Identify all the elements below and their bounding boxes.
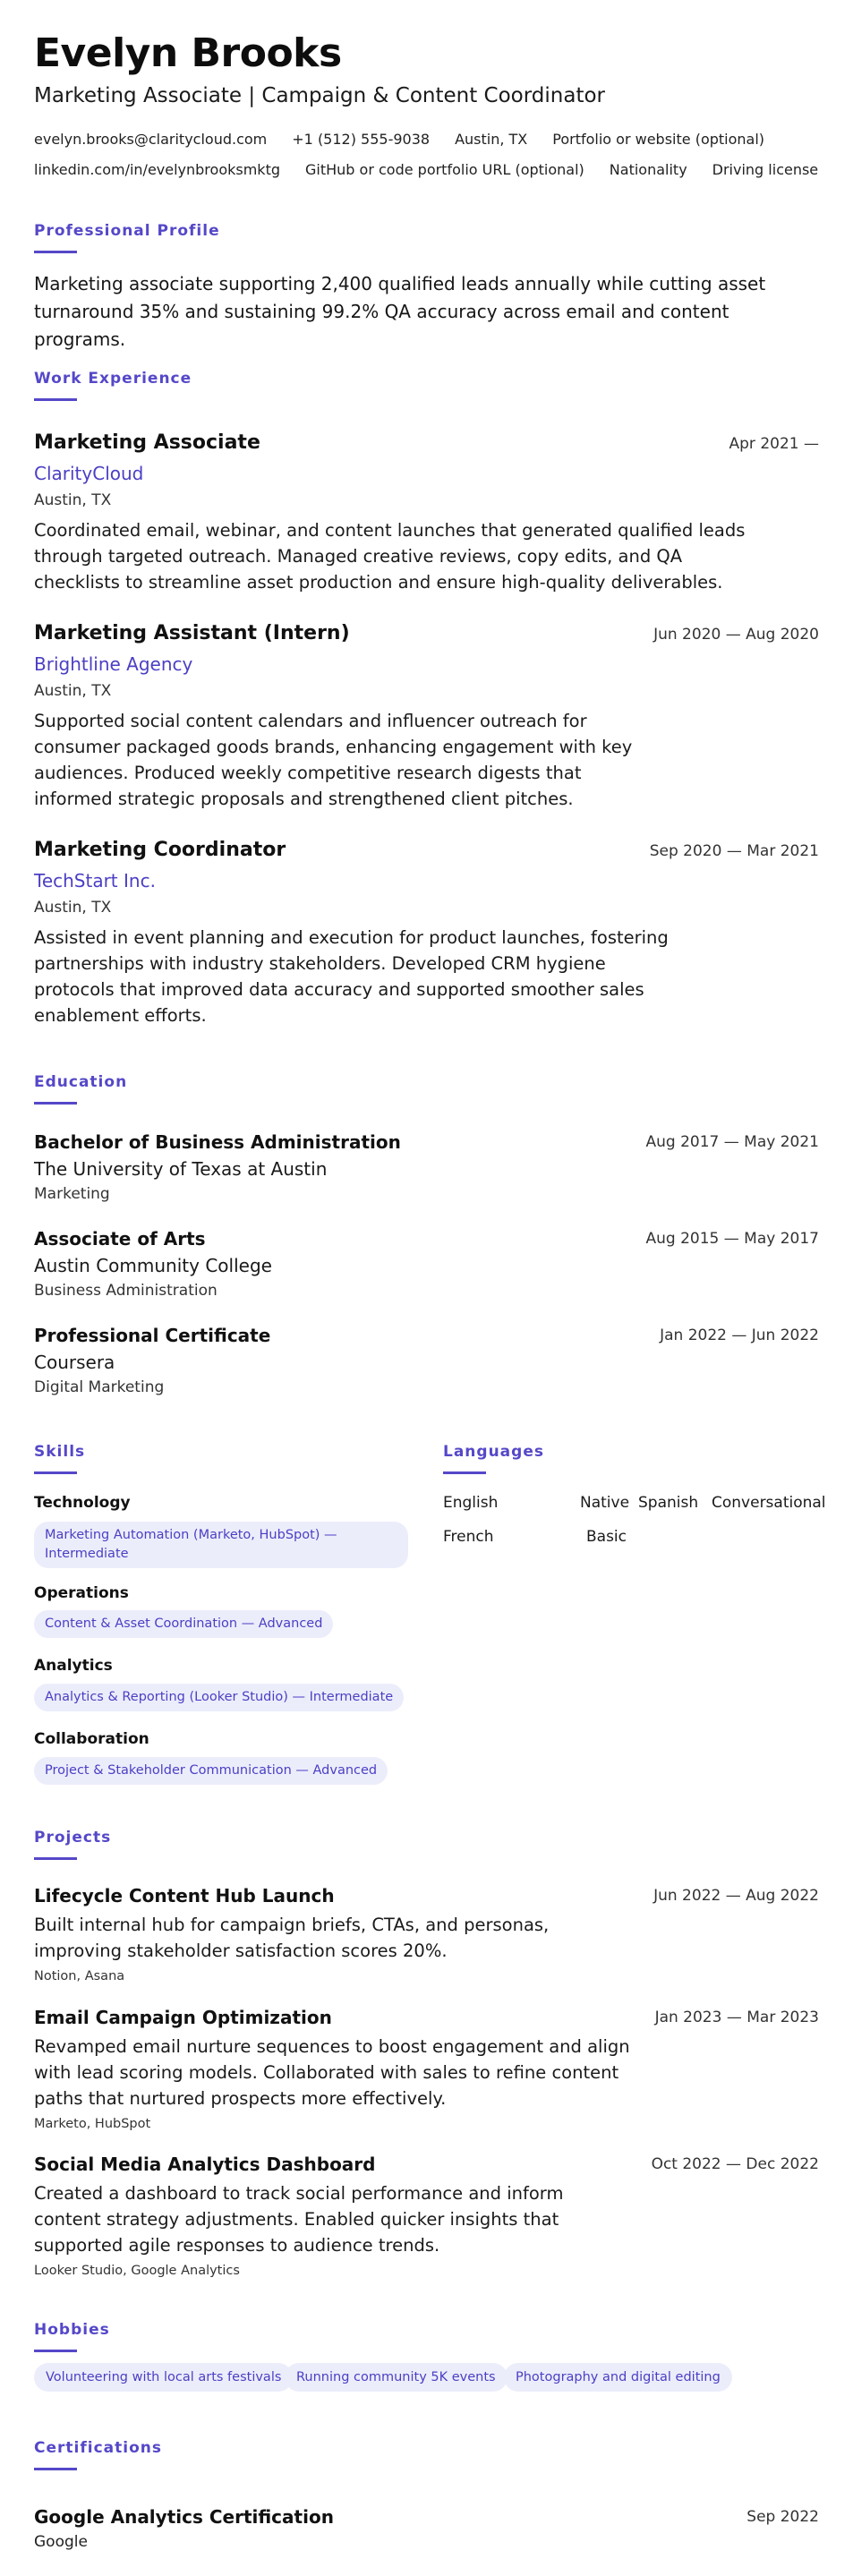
education-dates: Aug 2017 — May 2021 <box>645 1133 819 1151</box>
hobby-pill: Running community 5K events <box>285 2363 508 2392</box>
skill-pill: Project & Stakeholder Communication — Advanced <box>34 1757 388 1785</box>
experience-item <box>34 622 819 812</box>
project-title: Email Campaign Optimization <box>34 2007 332 2028</box>
section-title-skills: Skills <box>34 1443 86 1461</box>
section-title-education: Education <box>34 1073 128 1091</box>
education-item <box>34 1325 819 1396</box>
contact-phone[interactable]: +1 (512) 555-9038 <box>292 131 431 148</box>
experience-item <box>34 839 819 1028</box>
section-title-languages: Languages <box>443 1443 544 1461</box>
skill-category: Analytics <box>34 1657 113 1675</box>
job-dates: Sep 2020 — Mar 2021 <box>649 842 819 860</box>
candidate-role: Marketing Associate | Campaign & Content Coordinator <box>34 84 606 107</box>
education-field: Marketing <box>34 1185 110 1203</box>
contact-linkedin[interactable]: linkedin.com/in/evelynbrooksmktg <box>34 161 280 178</box>
section-title-projects: Projects <box>34 1829 112 1847</box>
job-location: Austin, TX <box>34 491 112 509</box>
job-company: ClarityCloud <box>34 463 144 484</box>
job-description: Assisted in event planning and execution for product launches, fostering partnerships with industry stakeholders. Developed CRM hygiene protocols that improved data accuracy and supported smoother sales enablement efforts. <box>34 927 669 1026</box>
job-company: TechStart Inc. <box>34 870 156 891</box>
experience-item <box>34 431 819 595</box>
contact-row-2 <box>34 161 818 178</box>
section-title-certifications: Certifications <box>34 2439 162 2457</box>
education-dates: Aug 2015 — May 2017 <box>645 1230 819 1248</box>
education-dates: Jan 2022 — Jun 2022 <box>660 1326 819 1344</box>
project-tools: Marketo, HubSpot <box>34 2117 151 2131</box>
project-dates: Jun 2022 — Aug 2022 <box>653 1887 819 1905</box>
project-title: Social Media Analytics Dashboard <box>34 2154 376 2175</box>
language-name: French <box>443 1528 494 1546</box>
project-tools: Looker Studio, Google Analytics <box>34 2264 240 2278</box>
job-title: Marketing Associate <box>34 431 260 454</box>
skill-category: Operations <box>34 1584 129 1602</box>
education-degree: Associate of Arts <box>34 1228 206 1250</box>
language-name: Spanish <box>638 1494 699 1512</box>
certification-issuer: Google <box>34 2533 88 2551</box>
hobby-pill: Photography and digital editing <box>504 2363 732 2392</box>
hobby-pill: Volunteering with local arts festivals <box>34 2363 293 2392</box>
education-field: Digital Marketing <box>34 1378 165 1396</box>
contact-portfolio[interactable]: Portfolio or website (optional) <box>552 131 765 148</box>
certification-title: Google Analytics Certification <box>34 2506 334 2528</box>
education-field: Business Administration <box>34 1282 218 1300</box>
contact-nationality: Nationality <box>609 161 687 178</box>
project-dates: Jan 2023 — Mar 2023 <box>654 2009 819 2026</box>
certification-item <box>34 2506 819 2551</box>
language-level: Conversational <box>712 1494 826 1512</box>
language-level: Basic <box>586 1528 627 1546</box>
project-title: Lifecycle Content Hub Launch <box>34 1885 335 1906</box>
section-title-hobbies: Hobbies <box>34 2321 110 2339</box>
skill-pill: Analytics & Reporting (Looker Studio) — Intermediate <box>34 1684 404 1711</box>
education-item <box>34 1131 819 1203</box>
certification-date: Sep 2022 <box>746 2508 819 2526</box>
education-school: Coursera <box>34 1352 115 1373</box>
job-location: Austin, TX <box>34 682 112 700</box>
job-dates: Apr 2021 — <box>729 435 819 453</box>
candidate-name: Evelyn Brooks <box>34 30 342 76</box>
project-description: Revamped email nurture sequences to boost engagement and align with lead scoring models. Collaborated with sales to refine content paths that nurtured prospects more effectively. <box>34 2036 630 2109</box>
job-description: Coordinated email, webinar, and content launches that generated qualified leads through targeted outreach. Managed creative reviews, copy edits, and QA checklists to streamline asset production and ensure high-quality deliverables. <box>34 520 746 593</box>
contact-github[interactable]: GitHub or code portfolio URL (optional) <box>305 161 584 178</box>
education-degree: Professional Certificate <box>34 1325 271 1346</box>
project-item <box>34 2007 819 2131</box>
project-dates: Oct 2022 — Dec 2022 <box>651 2155 819 2173</box>
contact-row-1 <box>34 131 764 148</box>
job-description: Supported social content calendars and influencer outreach for consumer packaged goods brands, enhancing engagement with key audiences. Produced weekly competitive research digests that informed strategic proposals and strengthened client pitches. <box>34 711 633 809</box>
job-title: Marketing Assistant (Intern) <box>34 622 350 644</box>
project-item <box>34 1885 819 1983</box>
project-description: Built internal hub for campaign briefs, CTAs, and personas, improving stakeholder satisfaction scores 20%. <box>34 1915 550 1961</box>
skill-pill: Marketing Automation (Marketo, HubSpot) — Intermediate <box>34 1522 408 1568</box>
education-degree: Bachelor of Business Administration <box>34 1131 401 1153</box>
education-item <box>34 1228 819 1300</box>
contact-email[interactable]: evelyn.brooks@claritycloud.com <box>34 131 268 148</box>
contact-driving-license: Driving license <box>712 161 819 178</box>
job-dates: Jun 2020 — Aug 2020 <box>653 626 819 644</box>
education-school: The University of Texas at Austin <box>34 1158 328 1180</box>
skill-category: Collaboration <box>34 1730 149 1748</box>
project-tools: Notion, Asana <box>34 1969 125 1983</box>
job-company: Brightline Agency <box>34 653 193 675</box>
project-description: Created a dashboard to track social performance and inform content strategy adjustments. Enabled quicker insights that supported agile responses to audience trends. <box>34 2183 564 2256</box>
skill-category: Technology <box>34 1494 131 1512</box>
skill-pill: Content & Asset Coordination — Advanced <box>34 1610 333 1638</box>
job-location: Austin, TX <box>34 899 112 917</box>
section-title-experience: Work Experience <box>34 370 192 388</box>
language-level: Native <box>580 1494 630 1512</box>
job-title: Marketing Coordinator <box>34 839 286 861</box>
contact-location: Austin, TX <box>455 131 528 148</box>
profile-summary: Marketing associate supporting 2,400 qualified leads annually while cutting asset turnaround 35% and sustaining 99.2% QA accuracy across email and content programs. <box>34 273 766 350</box>
language-name: English <box>443 1494 499 1512</box>
project-item <box>34 2154 819 2278</box>
section-title-profile: Professional Profile <box>34 222 220 240</box>
education-school: Austin Community College <box>34 1255 272 1276</box>
